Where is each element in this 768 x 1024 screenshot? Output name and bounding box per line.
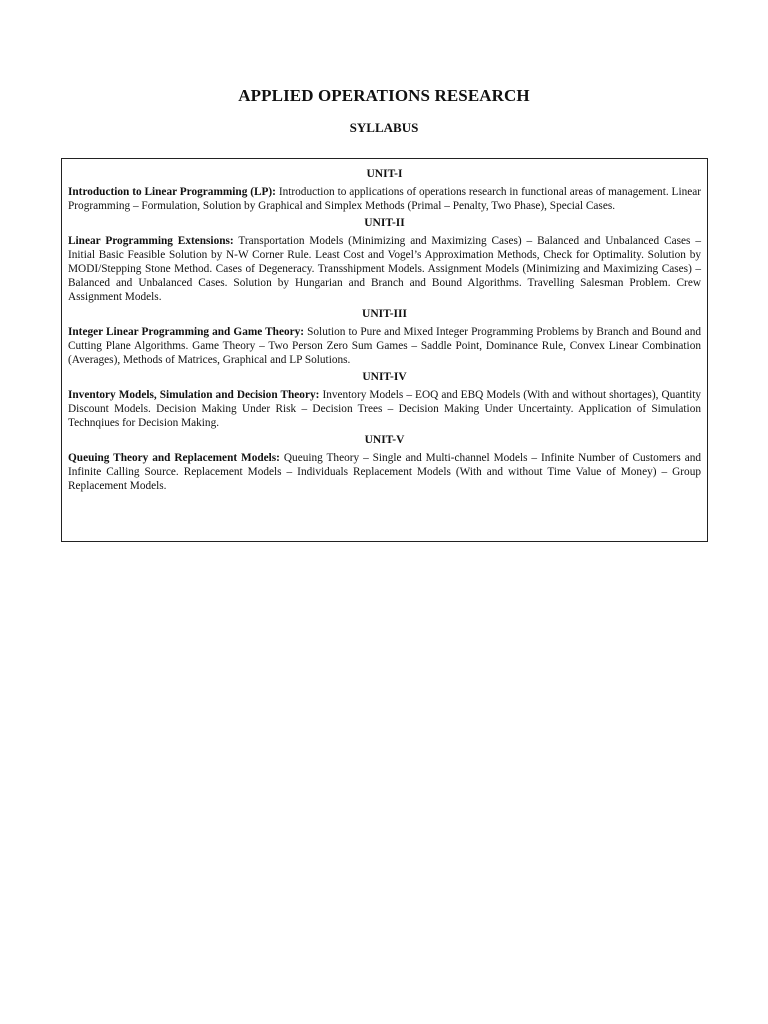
unit-heading: UNIT-V (364, 434, 405, 446)
unit-body (68, 234, 701, 304)
unit-text: Inventory Models – EOQ and EBQ Models (With and without shortages), Quantity Discount Models. Decision Making Under Risk – Decision Trees – Decision Making Under Uncertainty. Application of Simulation Technqiues for Decision Making. (68, 389, 701, 429)
page-title: APPLIED OPERATIONS RESEARCH (238, 86, 530, 105)
unit-body (68, 185, 701, 213)
unit-text: Solution to Pure and Mixed Integer Programming Problems by Branch and Bound and Cutting Plane Algorithms. Game Theory – Two Person Zero Sum Games – Saddle Point, Dominance Rule, Convex Linear Combination (Averages), Methods of Matrices, Graphical and LP Solutions. (68, 326, 701, 366)
unit-body (68, 388, 701, 430)
unit-heading: UNIT-II (364, 217, 405, 229)
unit-heading: UNIT-IV (362, 371, 407, 383)
unit-heading: UNIT-I (366, 168, 403, 180)
unit-2 (68, 216, 701, 304)
unit-heading: UNIT-III (362, 308, 407, 320)
unit-topic-title: Integer Linear Programming and Game Theory: (68, 326, 305, 338)
unit-text: Queuing Theory – Single and Multi-channel Models – Infinite Number of Customers and Infinite Calling Source. Replacement Models – Individuals Replacement Models (With and without Time Value of Money) – Group Replacement Models. (68, 452, 702, 492)
unit-body (68, 325, 701, 367)
unit-topic-title: Linear Programming Extensions: (68, 235, 234, 247)
unit-topic-title: Queuing Theory and Replacement Models: (68, 452, 280, 464)
unit-5 (68, 433, 701, 493)
unit-topic-title: Inventory Models, Simulation and Decision Theory: (68, 389, 320, 401)
unit-text: Transportation Models (Minimizing and Maximizing Cases) – Balanced and Unbalanced Cases – Initial Basic Feasible Solution by N-W Corner Rule. Least Cost and Vogel’s Approximation Methods, Check for Optimality. Solution by MODI/Stepping Stone Method. Cases of Degeneracy. Transshipment Models. Assignment Models (Minimizing and Maximizing Cases) – Balanced and Unbalanced Cases. Solution by Hungarian and Branch and Bound Algorithms. Travelling Salesman Problem. Crew Assignment Models. (68, 235, 701, 303)
unit-text: Introduction to applications of operations research in functional areas of management. Linear Programming – Formulation, Solution by Graphical and Simplex Methods (Primal – Penalty, Two Phase), Special Cases. (68, 186, 702, 212)
unit-1 (68, 167, 701, 213)
page-subtitle: SYLLABUS (349, 120, 419, 135)
unit-3 (68, 307, 701, 367)
unit-topic-title: Introduction to Linear Programming (LP): (68, 186, 276, 198)
unit-body (68, 451, 701, 493)
unit-4 (68, 370, 701, 430)
syllabus-box (61, 158, 708, 542)
